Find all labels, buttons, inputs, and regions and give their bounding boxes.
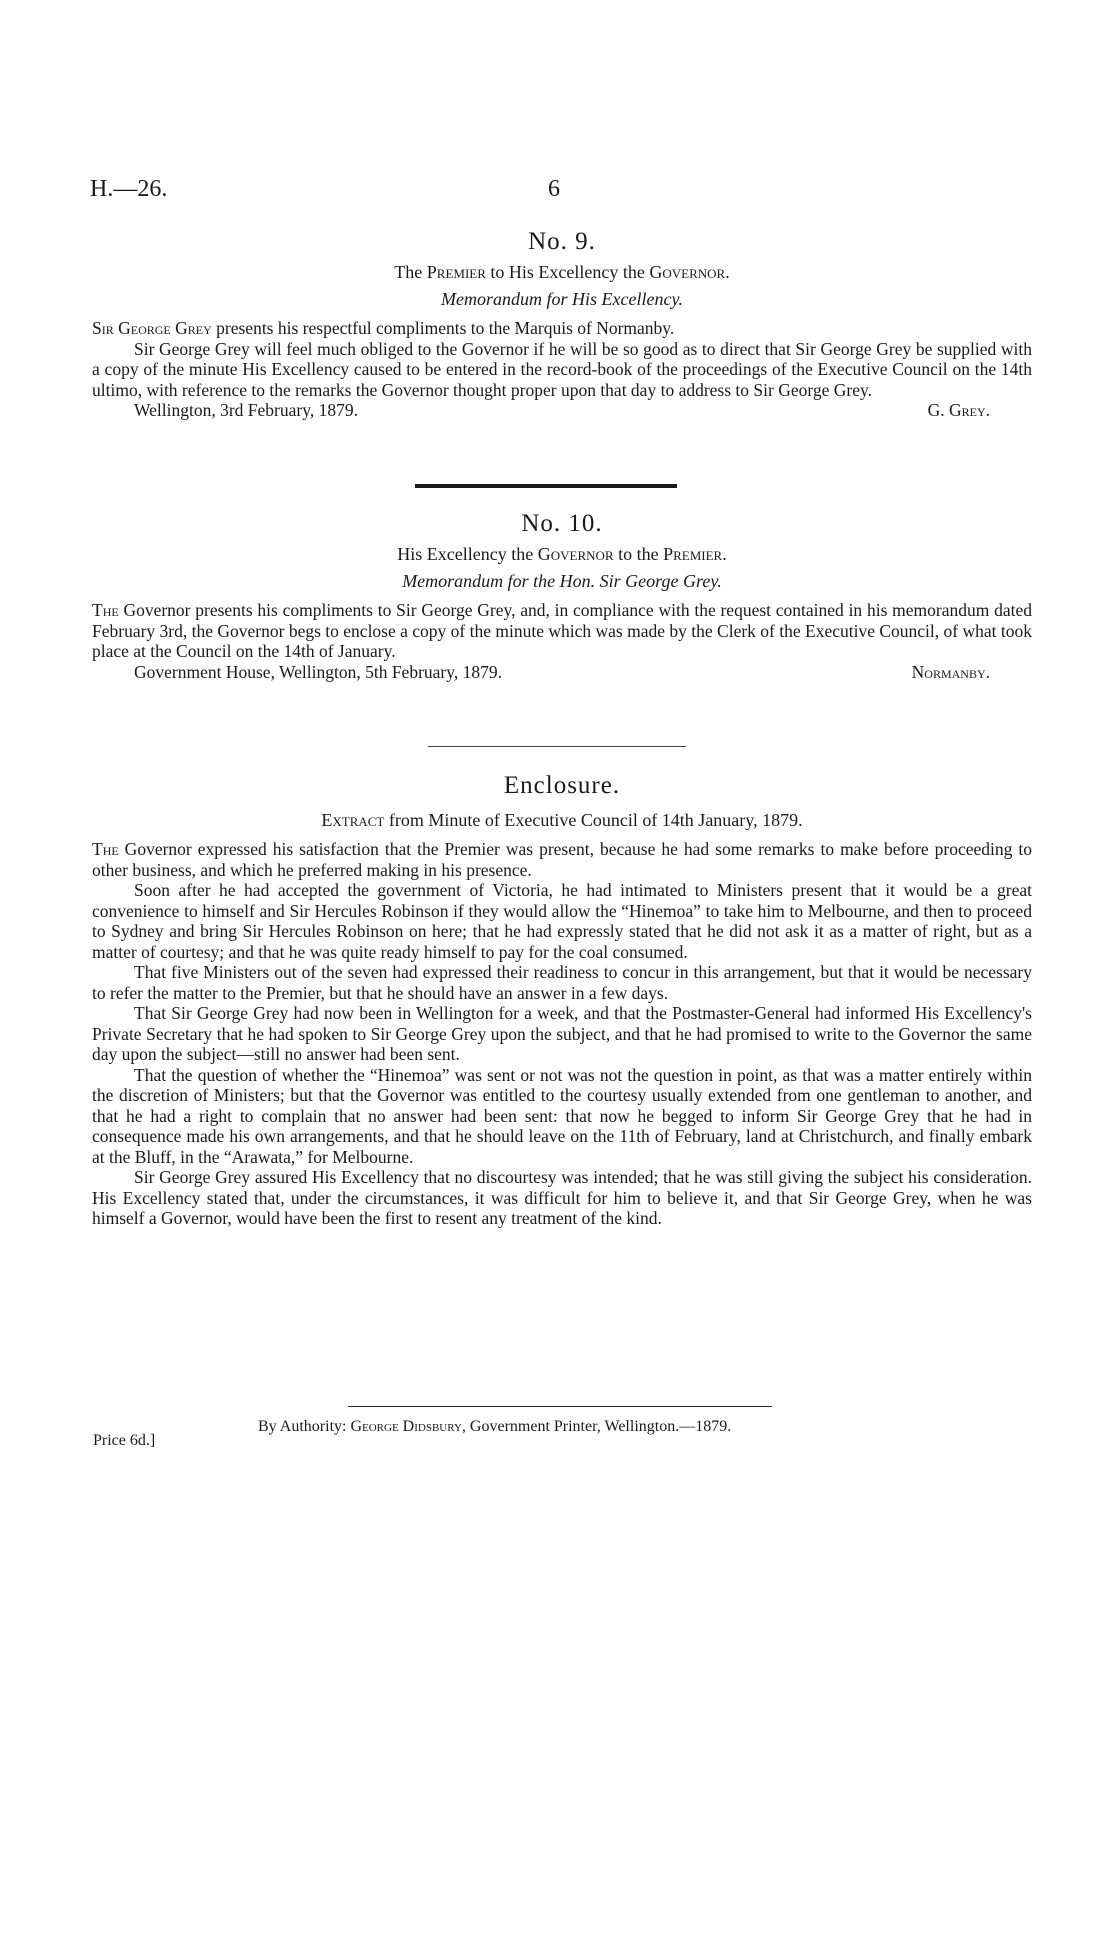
no9-place-date: Wellington, 3rd February, 1879. <box>134 400 358 420</box>
enclosure-p1-rest: Governor expressed his satisfaction that the Premier was present, because he had some remarks to make before proceeding to other business, and which he preferred making in his presence. <box>92 839 1032 880</box>
no10-memo: Memorandum for the Hon. Sir George Grey. <box>402 571 722 591</box>
no9-title <box>92 262 1032 283</box>
section-no10 <box>92 510 1032 684</box>
no9-heading: No. 9. <box>528 228 596 255</box>
enclosure-paragraph-6: Sir George Grey assured His Excellency that no discourtesy was intended; that he was still giving the subject his consideration. His Excellency stated that, under the circumstances, it was difficult for him to believe it, and that Sir George Grey, when he was himself a Governor, would have been the first to resent any treatment of the kind. <box>92 1167 1032 1228</box>
enclosure-title-lead: Extract <box>321 810 385 830</box>
section-divider-thin <box>428 746 686 747</box>
enclosure-paragraph-3: That five Ministers out of the seven had expressed their readiness to concur in this arrangement, but that it would be necessary to refer the matter to the Premier, but that he should have an answer in a few days. <box>92 962 1032 1003</box>
no10-paragraph-1 <box>92 600 1032 662</box>
enclosure-paragraph-1 <box>92 839 1032 880</box>
no10-title <box>92 544 1032 565</box>
no9-memo: Memorandum for His Excellency. <box>441 289 683 309</box>
page-number: 6 <box>548 176 560 202</box>
no9-title-pre: The <box>394 262 427 282</box>
no9-title-post: . <box>725 262 730 282</box>
section-divider-thick <box>415 484 677 488</box>
enclosure-paragraph-4: That Sir George Grey had now been in Wellington for a week, and that the Postmaster-General had informed His Excellency's Private Secretary that he had spoken to Sir George Grey upon the subject, and that he had promised to write to the Governor the same day upon the subject—still no answer had been sent. <box>92 1003 1032 1064</box>
no9-title-mid: to His Excellency the <box>485 262 650 282</box>
no10-place-date: Government House, Wellington, 5th February, 1879. <box>134 661 502 682</box>
no10-title-pre: His Excellency the <box>397 544 538 564</box>
footer-authority-pre: By Authority: <box>258 1418 351 1435</box>
no10-title-post: . <box>722 544 727 564</box>
footer-authority-post: , Government Printer, Wellington.—1879. <box>461 1418 732 1435</box>
no9-p1-rest: presents his respectful compliments to the Marquis of Normanby. <box>211 318 675 338</box>
no10-p1-lead: The <box>92 600 119 620</box>
footer-authority <box>258 1418 731 1436</box>
no9-signature: G. Grey. <box>927 400 990 420</box>
no9-title-to: Governor <box>649 262 726 282</box>
no10-heading: No. 10. <box>521 510 603 537</box>
enclosure-p1-lead: The <box>92 839 119 859</box>
enclosure-heading: Enclosure. <box>503 772 621 799</box>
footer-printer: George Didsbury <box>350 1418 462 1435</box>
no9-signoff <box>92 400 1032 422</box>
no10-signature: Normanby. <box>911 661 990 682</box>
no9-p1-lead: Sir George Grey <box>92 318 212 338</box>
enclosure-title <box>92 810 1032 831</box>
no10-p1-rest: Governor presents his compliments to Sir George Grey, and, in compliance with the request contained in his memorandum dated February 3rd, the Governor begs to enclose a copy of the minute which was made by the Clerk of the Executive Council, of what took place at the Council on the 14th of January. <box>92 600 1032 661</box>
no10-signoff <box>92 662 1032 684</box>
enclosure-paragraph-2: Soon after he had accepted the government of Victoria, he had intimated to Ministers present that it would be a great convenience to himself and Sir Hercules Robinson if they would allow the “Hinemoa” to take him to Melbourne, and then to proceed to Sydney and bring Sir Hercules Robinson on here; that he had expressly stated that he did not ask it as a matter of right, but as a matter of courtesy; and that he was quite ready himself to pay for the coal consumed. <box>92 880 1032 962</box>
no9-title-from: Premier <box>426 262 486 282</box>
enclosure-title-rest: from Minute of Executive Council of 14th January, 1879. <box>384 810 803 830</box>
section-no9 <box>92 228 1032 422</box>
no10-title-from: Governor <box>537 544 614 564</box>
no10-title-mid: to the <box>613 544 664 564</box>
footer-rule <box>348 1406 772 1407</box>
enclosure-paragraph-5: That the question of whether the “Hinemoa” was sent or not was not the question in point, as that was a matter entirely within the discretion of Ministers; but that the Governor was entitled to the courtesy usually extended from one gentleman to another, and that he had a right to complain that no answer had been sent: that now he begged to inform Sir George Grey that he had in consequence made his own arrangements, and that he should leave on the 11th of February, land at Christchurch, and finally embark at the Bluff, in the “Arawata,” for Melbourne. <box>92 1064 1032 1167</box>
document-reference: H.—26. <box>90 176 168 202</box>
section-enclosure <box>92 772 1032 1229</box>
no10-title-to: Premier <box>663 544 723 564</box>
no9-paragraph-2: Sir George Grey will feel much obliged to the Governor if he will be so good as to direct that Sir George Grey be supplied with a copy of the minute His Excellency caused to be entered in the record-book of the proceedings of the Executive Council on the 14th ultimo, with reference to the remarks the Governor thought proper upon that day to address to Sir George Grey. <box>92 338 1032 400</box>
no9-paragraph-1 <box>92 318 1032 339</box>
footer-price: Price 6d.] <box>93 1432 156 1449</box>
